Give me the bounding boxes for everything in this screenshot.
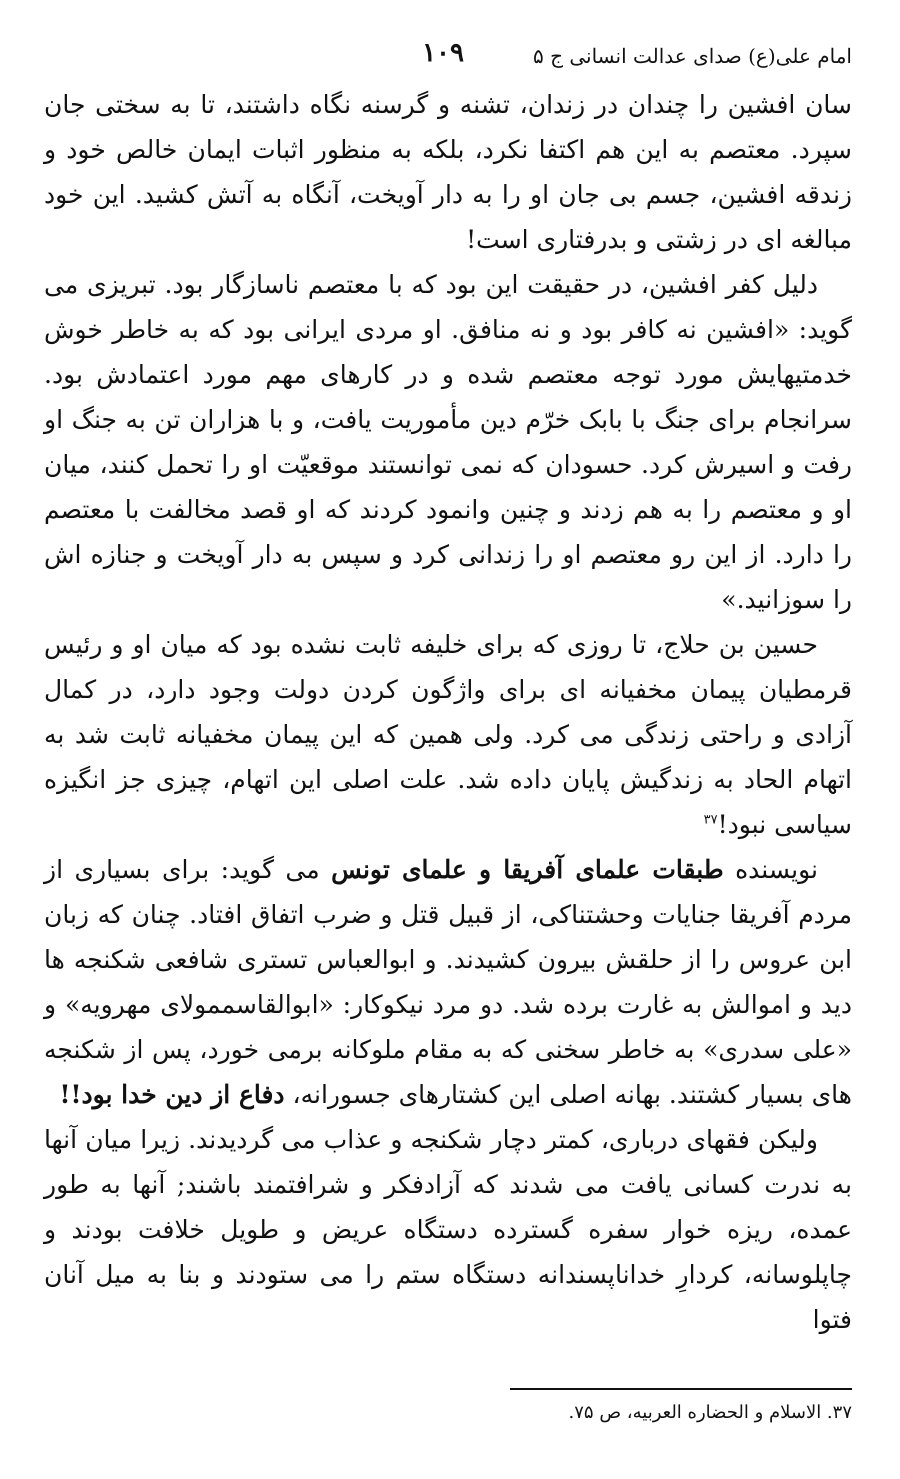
- paragraph: [44, 1117, 852, 1342]
- paragraph-text: نویسنده: [723, 855, 818, 884]
- paragraph-text: دلیل کفر افشین، در حقیقت این بود که با معتصم ناسازگار بود. تبریزی می گوید: «افشین نه کافر بود و نه منافق. او مردی ایرانی بود که به خاطر خوش خدمتیهایش مورد توجه معتصم شده و در کارهای مهم مورد اعتمادش بود. سرانجام برای جنگ با بابک خرّم دین مأموریت یافت، و با هزاران تن به جنگ او رفت و اسیرش کرد. حسودان که نمی توانستند موقعیّت او را تحمل کنند، میان او و معتصم را به هم زدند و چنین وانمود کردند که او قصد مخالفت با معتصم را دارد. از این رو معتصم او را زندانی کرد و سپس به دار آویخت و جنازه اش را سوزانید.»: [44, 270, 852, 614]
- footnote-reference: ۳۷: [703, 812, 718, 828]
- footnote-divider: [510, 1388, 852, 1390]
- paragraph-text: می گوید: برای بسیاری از مردم آفریقا جنایات وحشتناکی، از قبیل قتل و ضرب اتفاق افتاد. چنان که زبان ابن عروس را از حلقش بیرون کشیدند. و ابوالعباس تستری شافعی شکنجه ها دید و اموالش به غارت برده شد. دو مرد نیکوکار: «ابوالقاسممولای مهرویه» و «علی سدری» به خاطر سخنی که به مقام ملوکانه برمی خورد، پس از شکنجه های بسیار کشتند. بهانه اصلی این کشتارهای جسورانه،: [44, 855, 852, 1109]
- paragraph-text: سان افشین را چندان در زندان، تشنه و گرسنه نگاه داشتند، تا به سختی جان سپرد. معتصم به این هم اکتفا نکرد، بلکه به منظور اثبات ایمان خالص خود و زندقه افشین، جسم بی جان او را به دار آویخت، آنگاه به آتش کشید. این خود مبالغه ای در زشتی و بدرفتاری است!: [44, 90, 852, 254]
- running-title: امام علی(ع) صدای عدالت انسانی ج ۵: [532, 44, 852, 68]
- paragraph: [44, 82, 852, 262]
- paragraph-text: حسین بن حلاج، تا روزی که برای خلیفه ثابت نشده بود که میان او و رئیس قرمطیان پیمان مخفیانه ای برای واژگون کردن دولت وجود دارد، در کمال آزادی و راحتی زندگی می کرد. ولی همین که این پیمان مخفیانه ثابت شد به اتهام الحاد به زندگیش پایان داده شد. علت اصلی این اتهام، چیزی جز انگیزه سیاسی نبود!: [44, 630, 852, 839]
- paragraph-text: ولیکن فقهای درباری، کمتر دچار شکنجه و عذاب می گردیدند. زیرا میان آنها به ندرت کسانی یافت می شدند که آزادفکر و شرافتمند باشند; آنها به طور عمده، ریزه خوار سفره گسترده دستگاه عریض و طویل خلافت بودند و چاپلوسانه، کردارِ خداناپسندانه دستگاه ستم را می ستودند و بنا به میل آنان فتوا: [44, 1125, 852, 1334]
- paragraph: [44, 262, 852, 622]
- footnote: ۳۷. الاسلام و الحضاره العربیه، ص ۷۵.: [568, 1402, 852, 1423]
- emphasized-text: طبقات علمای آفریقا و علمای تونس: [331, 855, 724, 884]
- paragraph: [44, 622, 852, 847]
- page-number: ۱۰۹: [422, 38, 464, 68]
- body-text: [44, 82, 852, 1342]
- page-header: [44, 38, 852, 78]
- paragraph: [44, 847, 852, 1117]
- emphasized-text: دفاع از دین خدا بود!!: [59, 1080, 285, 1109]
